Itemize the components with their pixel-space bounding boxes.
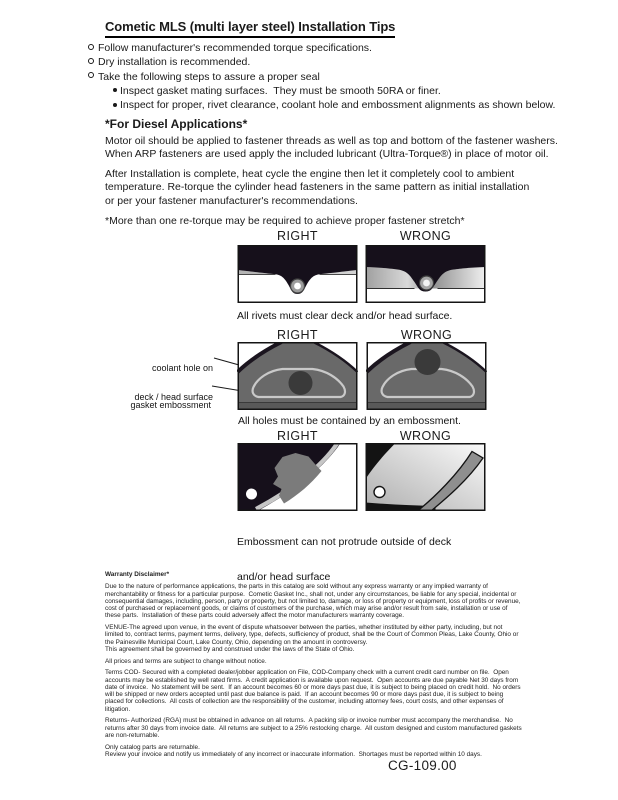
callout-line: coolant hole on [151,362,213,373]
warranty-paragraph: Due to the nature of performance applications, the parts in this catalog are sold without any express warranty or any implied warranty of merchantability or fitness for a particular purpose. Cometic Gasket Inc., shall not, under any circumstances, be liable for any special, incidental or consequential damages, including, person, party or property, but not limited to, damage, or loss of property or equipment, loss of profits or revenue, cost of purchased or replacement goods, or claims of customers of the purchase, which may arise and/or result from sale, installation or use of these parts. Installation of these parts could adversely affect the motor manufacturers warranty coverage. [105,583,523,620]
deck-wrong-diagram [365,443,486,511]
diesel-heading: *For Diesel Applications* [105,117,248,131]
warranty-paragraph: Terms COD- Secured with a completed dealer/jobber application on File, COD-Company check with a current credit card number on file. Open accounts may be established by well rated firms. A credit application is available upon request. Open accounts are due payable Net 30 days from date of invoice. No statement will be sent. If an account becomes 60 or more days past due, it is subject to being placed on credit hold. No orders will be shipped or new orders accepted until past due balance is paid. If an account becomes 90 or more days past due, it is subject to being placed for collections. All costs of collection are the responsibility of the customer, including attorney fees, court costs, and other expenses of litigation. [105,669,523,713]
warranty-paragraph: This agreement shall be governed by and construed under the laws of the State of Ohio. [105,645,355,653]
list-item [88,55,555,69]
bullet-text: Follow manufacturer's recommended torque specifications. [98,42,372,54]
bullet-text: Inspect gasket mating surfaces. They must be smooth 50RA or finer. [120,84,441,97]
wrong-label: WRONG [399,229,452,243]
circle-bullet-icon [88,44,94,50]
right-label: RIGHT [277,229,318,243]
warranty-paragraph: Returns- Authorized (RGA) must be obtained in advance on all returns. A packing slip or invoice number must accompany the merchandise. No returns after 30 days from invoice date. All returns are subject to a 25% restocking charge. All custom designed and custom manufactured gaskets are non-returnable. [105,717,524,739]
deck-right-diagram [237,443,358,511]
warranty-paragraph: All prices and terms are subject to change without notice. [105,657,267,665]
right-label: RIGHT [277,328,318,342]
paragraph-line: temperature. Re-torque the cylinder head fasteners in the same pattern as initial installation [105,181,530,194]
paragraph-line: or per your fastener manufacturer's recommendations. [105,194,358,207]
coolant-hole [415,349,441,375]
figure-caption: All holes must be contained by an embossment. [238,415,461,427]
wrong-label: WRONG [399,429,452,443]
circle-bullet-icon [88,72,94,78]
callout-line: deck / head surface [134,391,213,402]
tips-list [88,41,555,112]
figure-caption: All rivets must clear deck and/or head surface. [237,310,453,322]
warranty-heading: Warranty Disclaimer* [105,571,170,578]
page-title: Cometic MLS (multi layer steel) Installation Tips [105,19,395,38]
list-item [88,41,555,55]
caption-line: Embossment can not protrude outside of deck [237,536,452,548]
diesel-paragraph-1 [105,135,558,162]
list-item [88,84,555,98]
right-label: RIGHT [277,429,318,443]
bullet-text: Inspect for proper, rivet clearance, coolant hole and embossment alignments as shown below. [120,99,556,112]
warranty-disclaimer [105,571,522,763]
dot-bullet-icon [113,103,117,107]
bullet-text: Dry installation is recommended. [98,56,251,69]
bolt-hole [374,487,385,498]
warranty-paragraph: Review your invoice and notify us immediately of any incorrect or inaccurate information. Shortages must be reported within 10 days. [105,750,482,758]
wrong-label: WRONG [400,328,453,342]
warranty-paragraph: VENUE-The agreed upon venue, in the event of dispute whatsoever between the parties, whether instituted by either party, including, but not limited to, contract terms, payment terms, delivery, type, defects, sufficiency of product, shall be the Court of Common Pleas, Lake County, Ohio or the Painesville Municipal Court, Lake County, Ohio, depending on the amount in controversy. [105,624,521,646]
diesel-paragraph-2 [105,168,529,208]
catalog-page-code: CG-109.00 [388,758,457,773]
rivet-right-diagram [237,245,358,303]
paragraph-line: After Installation is complete, heat cycle the engine then let it completely cool to ambient [105,168,515,180]
caption-line: and/or head surface [237,570,331,583]
paragraph-line: Motor oil should be applied to fastener threads as well as top and bottom of the fastener washers. [105,135,558,147]
circle-bullet-icon [88,58,94,64]
list-item [88,70,555,84]
paragraph-line: When ARP fasteners are used apply the included lubricant (Ultra-Torque®) in place of motor oil. [105,148,549,161]
embossment-right-diagram [237,342,358,410]
bolt-hole [246,489,257,500]
dot-bullet-icon [113,88,117,92]
paragraph-line: *More than one re-torque may be required to achieve proper fastener stretch* [105,215,465,227]
retorque-note [105,215,465,228]
embossment-wrong-diagram [366,342,487,410]
callout-line: gasket embossment [130,399,211,410]
rivet-wrong-diagram [365,245,486,303]
warranty-paragraph: Only catalog parts are returnable. [105,743,200,751]
list-item [88,98,555,112]
coolant-hole [289,371,313,395]
bullet-text: Take the following steps to assure a proper seal [98,70,320,83]
